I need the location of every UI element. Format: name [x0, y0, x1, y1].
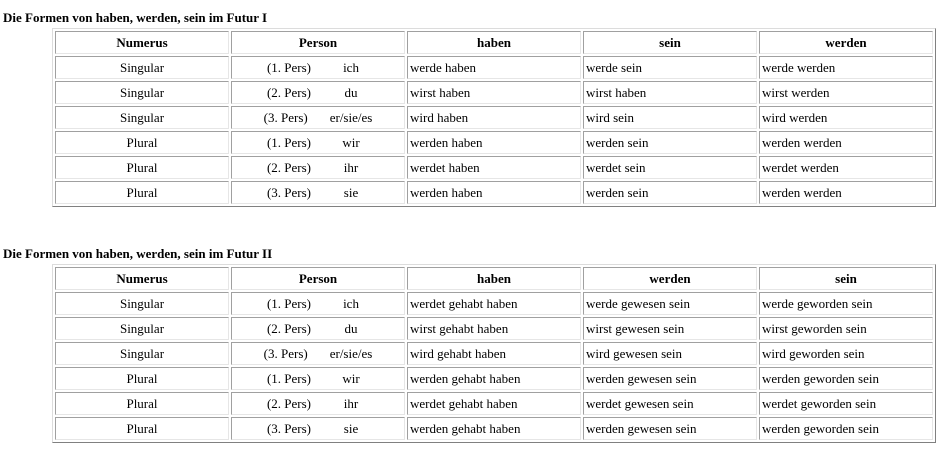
verb-form-cell: werdet werden	[759, 156, 933, 179]
table-row	[55, 417, 933, 440]
table-row	[55, 181, 933, 204]
person-number: (3. Pers)	[266, 421, 312, 436]
verb-form-cell: wirst werden	[759, 81, 933, 104]
person-number: (1. Pers)	[266, 296, 312, 311]
person-number: (3. Pers)	[263, 346, 308, 361]
verb-form-cell: wirst gewesen sein	[583, 317, 757, 340]
futur2-title: Die Formen von haben, werden, sein im Futur II	[3, 246, 273, 261]
personal-pronoun: du	[344, 85, 358, 100]
verb-form-cell: werden werden	[759, 131, 933, 154]
verb-form-cell: werde sein	[583, 56, 757, 79]
person-cell	[231, 131, 405, 154]
verb-form-cell: wirst geworden sein	[759, 317, 933, 340]
personal-pronoun: sie	[343, 421, 359, 436]
verb-form-cell: werden sein	[583, 181, 757, 204]
verb-form-cell: werden gewesen sein	[583, 367, 757, 390]
table-row	[55, 392, 933, 415]
verb-form-cell: werden sein	[583, 131, 757, 154]
verb-form-cell: wird gehabt haben	[407, 342, 581, 365]
table-row	[55, 292, 933, 315]
table-row	[55, 131, 933, 154]
verb-form-cell: werden geworden sein	[759, 367, 933, 390]
numerus-cell: Singular	[55, 317, 229, 340]
person-number: (3. Pers)	[266, 185, 312, 200]
person-number: (2. Pers)	[266, 396, 312, 411]
verb-form-cell: wirst haben	[407, 81, 581, 104]
person-cell	[231, 106, 405, 129]
verb-form-cell: werden haben	[407, 181, 581, 204]
person-number: (2. Pers)	[266, 85, 312, 100]
table-row	[55, 56, 933, 79]
table-row	[55, 106, 933, 129]
verb-form-cell: wird gewesen sein	[583, 342, 757, 365]
verb-form-cell: werde haben	[407, 56, 581, 79]
person-number: (1. Pers)	[266, 135, 312, 150]
person-cell	[231, 317, 405, 340]
numerus-cell: Singular	[55, 56, 229, 79]
verb-form-cell: werdet haben	[407, 156, 581, 179]
futur1-table	[52, 28, 936, 207]
numerus-cell: Plural	[55, 392, 229, 415]
header-sein: sein	[583, 31, 757, 54]
verb-form-cell: werden werden	[759, 181, 933, 204]
verb-form-cell: werden haben	[407, 131, 581, 154]
person-number: (1. Pers)	[266, 60, 312, 75]
personal-pronoun: du	[344, 321, 358, 336]
person-cell	[231, 367, 405, 390]
numerus-cell: Singular	[55, 106, 229, 129]
person-number: (1. Pers)	[266, 371, 312, 386]
verb-form-cell: werden gehabt haben	[407, 417, 581, 440]
numerus-cell: Singular	[55, 81, 229, 104]
verb-form-cell: werde werden	[759, 56, 933, 79]
verb-form-cell: wird haben	[407, 106, 581, 129]
verb-form-cell: werdet geworden sein	[759, 392, 933, 415]
table-row	[55, 81, 933, 104]
header-row	[55, 31, 933, 54]
numerus-cell: Plural	[55, 417, 229, 440]
personal-pronoun: wir	[342, 135, 360, 150]
verb-form-cell: werden gewesen sein	[583, 417, 757, 440]
numerus-cell: Singular	[55, 292, 229, 315]
person-cell	[231, 181, 405, 204]
table-row	[55, 156, 933, 179]
person-cell	[231, 81, 405, 104]
person-number: (3. Pers)	[263, 110, 308, 125]
verb-form-cell: werdet sein	[583, 156, 757, 179]
personal-pronoun: er/sie/es	[329, 346, 373, 361]
person-number: (2. Pers)	[266, 321, 312, 336]
person-cell	[231, 342, 405, 365]
personal-pronoun: sie	[343, 185, 359, 200]
verb-form-cell: werden gehabt haben	[407, 367, 581, 390]
table-row	[55, 342, 933, 365]
personal-pronoun: ihr	[343, 160, 359, 175]
futur2-table	[52, 264, 936, 443]
numerus-cell: Plural	[55, 156, 229, 179]
header-person: Person	[231, 267, 405, 290]
header-numerus: Numerus	[55, 267, 229, 290]
personal-pronoun: er/sie/es	[329, 110, 373, 125]
verb-form-cell: wird werden	[759, 106, 933, 129]
verb-form-cell: wirst gehabt haben	[407, 317, 581, 340]
personal-pronoun: ihr	[343, 396, 359, 411]
personal-pronoun: ich	[343, 60, 359, 75]
person-cell	[231, 56, 405, 79]
personal-pronoun: wir	[342, 371, 360, 386]
header-person: Person	[231, 31, 405, 54]
verb-form-cell: werden geworden sein	[759, 417, 933, 440]
header-haben: haben	[407, 31, 581, 54]
header-haben: haben	[407, 267, 581, 290]
table-row	[55, 317, 933, 340]
personal-pronoun: ich	[343, 296, 359, 311]
header-werden: werden	[583, 267, 757, 290]
verb-form-cell: werdet gehabt haben	[407, 292, 581, 315]
header-sein: sein	[759, 267, 933, 290]
person-number: (2. Pers)	[266, 160, 312, 175]
verb-form-cell: werde gewesen sein	[583, 292, 757, 315]
numerus-cell: Plural	[55, 131, 229, 154]
numerus-cell: Singular	[55, 342, 229, 365]
verb-form-cell: wirst haben	[583, 81, 757, 104]
verb-form-cell: werdet gehabt haben	[407, 392, 581, 415]
person-cell	[231, 292, 405, 315]
verb-form-cell: wird sein	[583, 106, 757, 129]
person-cell	[231, 156, 405, 179]
numerus-cell: Plural	[55, 181, 229, 204]
numerus-cell: Plural	[55, 367, 229, 390]
header-numerus: Numerus	[55, 31, 229, 54]
person-cell	[231, 417, 405, 440]
verb-form-cell: werdet gewesen sein	[583, 392, 757, 415]
verb-form-cell: werde geworden sein	[759, 292, 933, 315]
person-cell	[231, 392, 405, 415]
header-row	[55, 267, 933, 290]
table-row	[55, 367, 933, 390]
header-werden: werden	[759, 31, 933, 54]
futur1-title: Die Formen von haben, werden, sein im Futur I	[3, 10, 268, 25]
verb-form-cell: wird geworden sein	[759, 342, 933, 365]
